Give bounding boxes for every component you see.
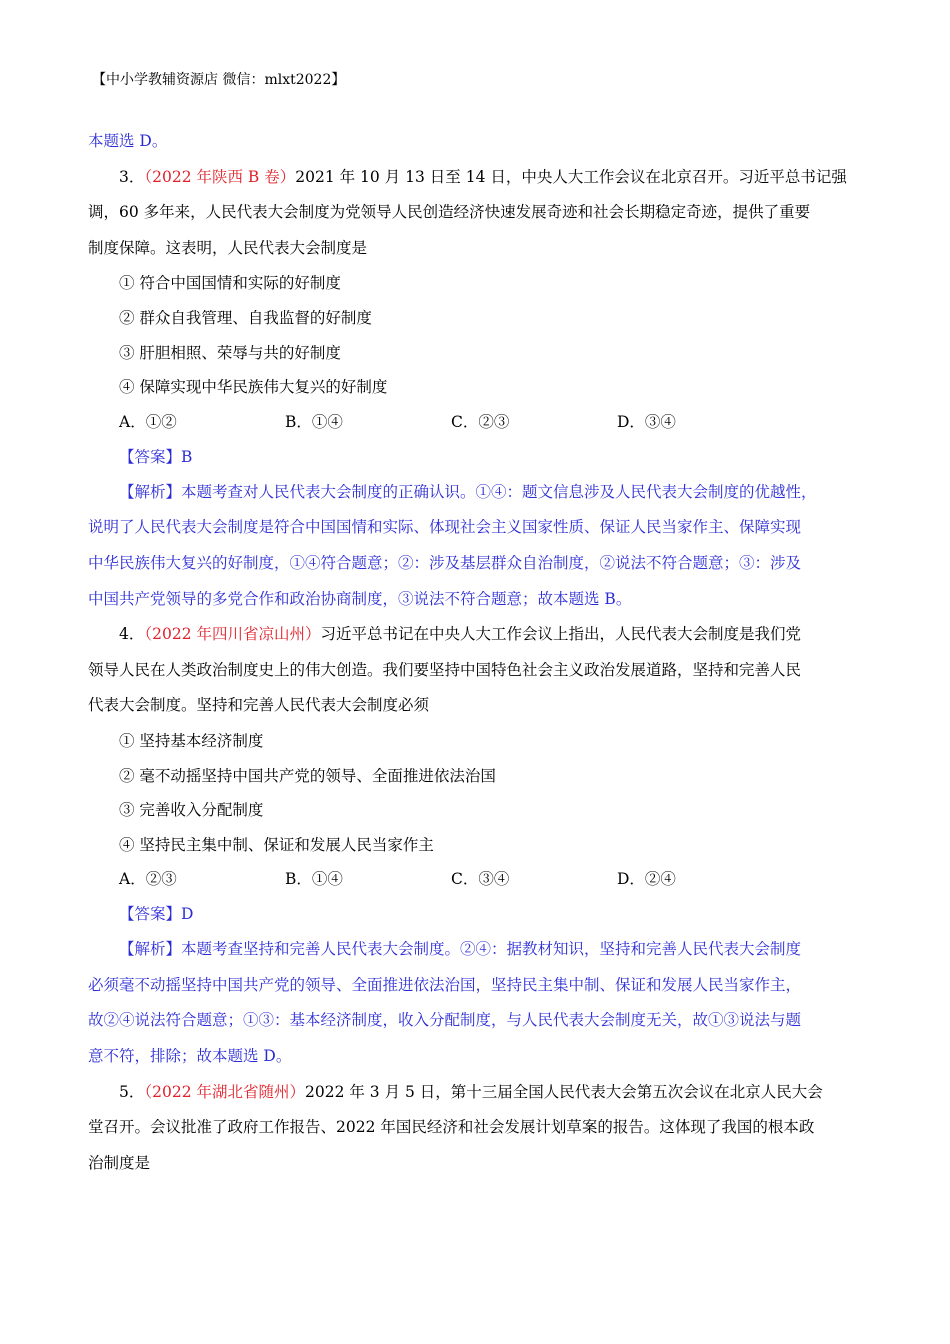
analysis-line: 意不符，排除；故本题选 D。 [88, 1047, 292, 1066]
choice-a: A．①② [119, 412, 177, 431]
choice-b: B．①④ [285, 412, 343, 431]
answer-choices [88, 862, 868, 897]
stem-line: 制度保障。这表明，人民代表大会制度是 [88, 238, 368, 257]
question-5 [88, 1075, 868, 1182]
question-3 [88, 160, 868, 618]
document-body [88, 124, 868, 1181]
analysis-line: 中华民族伟大复兴的好制度，①④符合题意；②：涉及基层群众自治制度，②说法不符合题意；③：涉及 [88, 553, 802, 572]
choice-d: D．②④ [617, 870, 676, 889]
question-source: （2022 年陕西 B 卷） [144, 167, 296, 186]
stem-line: 2022 年 3 月 5 日，第十三届全国人民代表大会第五次会议在北京人民大会 [305, 1082, 823, 1101]
choice-c: C．②③ [451, 412, 510, 431]
option-1: ① 符合中国国情和实际的好制度 [119, 274, 341, 293]
choice-b: B．①④ [285, 870, 343, 889]
option-3: ③ 完善收入分配制度 [119, 801, 264, 820]
analysis-line: 必须毫不动摇坚持中国共产党的领导、全面推进依法治国，坚持民主集中制、保证和发展人民当家作主， [88, 975, 802, 994]
option-3: ③ 肝胆相照、荣辱与共的好制度 [119, 343, 341, 362]
previous-answer-tail: 本题选 D。 [88, 132, 168, 150]
question-stem [88, 1075, 868, 1111]
question-stem [88, 617, 868, 653]
answer-key: 【答案】D [119, 905, 194, 924]
analysis-line: 中国共产党领导的多党合作和政治协商制度，③说法不符合题意；故本题选 B。 [88, 589, 632, 608]
option-2: ② 毫不动摇坚持中国共产党的领导、全面推进依法治国 [119, 766, 496, 785]
option-4: ④ 坚持民主集中制、保证和发展人民当家作主 [119, 835, 434, 854]
answer-choices [88, 405, 868, 440]
page-header: 【中小学教辅资源店 微信：mlxt2022】 [92, 72, 346, 88]
stem-line: 调，60 多年来，人民代表大会制度为党领导人民创造经济快速发展奇迹和社会长期稳定奇迹，提供了重要 [88, 203, 811, 222]
question-source: （2022 年湖北省随州） [144, 1082, 305, 1101]
stem-line: 习近平总书记在中央人大工作会议上指出，人民代表大会制度是我们党 [320, 625, 802, 644]
stem-line: 2021 年 10 月 13 日至 14 日，中央人大工作会议在北京召开。习近平总书记强 [295, 167, 847, 186]
question-stem [88, 160, 868, 196]
answer-key: 【答案】B [119, 447, 193, 466]
analysis-line: 说明了人民代表大会制度是符合中国国情和实际、体现社会主义国家性质、保证人民当家作主、保障实现 [88, 518, 802, 537]
analysis-line: 故②④说法符合题意；①③：基本经济制度，收入分配制度，与人民代表大会制度无关，故①③说法与题 [88, 1011, 802, 1030]
option-4: ④ 保障实现中华民族伟大复兴的好制度 [119, 378, 388, 397]
choice-a: A．②③ [119, 870, 177, 889]
question-number: 5． [119, 1082, 145, 1101]
question-number: 4． [119, 625, 145, 644]
stem-line: 堂召开。会议批准了政府工作报告、2022 年国民经济和社会发展计划草案的报告。这体现了我国的根本政 [88, 1118, 815, 1137]
option-2: ② 群众自我管理、自我监督的好制度 [119, 308, 372, 327]
question-4 [88, 617, 868, 1075]
analysis-line: 【解析】本题考查坚持和完善人民代表大会制度。②④：据教材知识，坚持和完善人民代表大会制度 [119, 940, 802, 959]
stem-line: 领导人民在人类政治制度史上的伟大创造。我们要坚持中国特色社会主义政治发展道路，坚持和完善人民 [88, 660, 802, 679]
choice-d: D．③④ [617, 412, 676, 431]
question-number: 3． [119, 167, 145, 186]
choice-c: C．③④ [451, 870, 510, 889]
question-source: （2022 年四川省凉山州） [144, 625, 321, 644]
stem-line: 治制度是 [88, 1153, 151, 1172]
option-1: ① 坚持基本经济制度 [119, 731, 264, 750]
stem-line: 代表大会制度。坚持和完善人民代表大会制度必须 [88, 696, 430, 715]
analysis-line: 【解析】本题考查对人民代表大会制度的正确认识。①④：题文信息涉及人民代表大会制度的优越性， [119, 482, 817, 501]
